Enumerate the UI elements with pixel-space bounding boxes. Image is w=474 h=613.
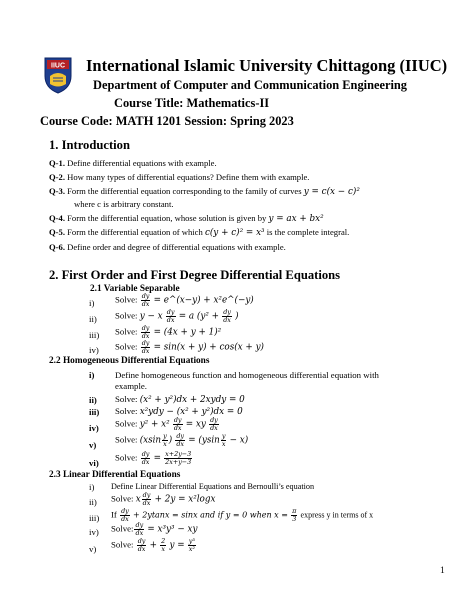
item-label: vi) <box>89 458 99 468</box>
subsection-homogeneous: 2.2 Homogeneous Differential Equations <box>49 356 210 366</box>
lin-item-iii <box>111 508 373 523</box>
fraction-dy-dx: $\frac{dy}{dx}$ <box>223 308 231 324</box>
equation: = sin(x + y) + cos(x + y) <box>153 342 264 353</box>
equation: y² + x² <box>139 419 170 430</box>
fraction-pi-3: $\frac{\pi}{3}$ <box>292 507 297 523</box>
fraction-y-x: $\frac{y}{x}$ <box>221 432 226 448</box>
item-label: iv) <box>89 345 99 355</box>
equation: = xy <box>185 419 206 430</box>
solve-label: Solve: <box>115 406 138 416</box>
lin-item-v: Solve: $\frac{dy}{dx}$ + $\frac{2}{x}$ y = $\frac{\text{y³}}{\text{x²}}$ <box>111 537 195 553</box>
equation: y − x <box>139 311 163 322</box>
question-text: Form the differential equation, whose solution is given by <box>67 213 267 223</box>
item-label: v) <box>89 544 97 554</box>
solve-label: Solve: <box>115 341 138 352</box>
fraction-dy-dx: $\frac{dy}{dx}$ <box>141 324 150 340</box>
item-label: iv) <box>89 527 99 537</box>
question-text: How many types of differential equations? Define them with example. <box>67 172 310 182</box>
solve-label: Solve: <box>115 310 138 321</box>
lin-item-ii: Solve: x $\frac{dy}{dx}$ + 2y = x²logx <box>111 491 216 507</box>
fraction-dy-dx: $\frac{dy}{dx}$ <box>135 521 144 537</box>
fraction-dy-dx: $\frac{dy}{dx}$ <box>166 308 175 324</box>
equation: + <box>149 540 157 551</box>
fraction-y3-x2: $\frac{\text{y³}}{\text{x²}}$ <box>188 537 195 553</box>
equation: x²ydy − (x² + y²)dx = 0 <box>139 407 243 417</box>
question-label: Q-1. <box>49 158 65 168</box>
question-5 <box>49 227 349 238</box>
solve-label: Solve: <box>115 452 138 463</box>
item-label: iii) <box>89 407 100 417</box>
solve-label: Solve: <box>115 394 138 404</box>
question-text: Define differential equations with example. <box>67 158 217 168</box>
item-label: ii) <box>89 395 97 405</box>
page-number: 1 <box>440 566 445 576</box>
fraction-dy-dx: $\frac{dy}{dx}$ <box>142 491 151 507</box>
svg-text:IIUC: IIUC <box>51 62 65 70</box>
equation: ) <box>235 311 239 322</box>
item-label: i) <box>89 482 95 492</box>
vs-item-iii <box>115 325 221 340</box>
subsection-variable-separable: 2.1 Variable Separable <box>90 284 180 294</box>
fraction-dy-dx: $\frac{dy}{dx}$ <box>121 507 129 523</box>
fraction-dy-dx: $\frac{dy}{dx}$ <box>210 416 218 432</box>
vs-item-ii <box>115 309 239 324</box>
hom-item-i-line2: example. <box>115 381 147 391</box>
equation: = (4x + y + 1)² <box>153 327 222 338</box>
solve-label: Solve: <box>111 523 134 534</box>
vs-item-i <box>115 293 254 308</box>
section-introduction-title: 1. Introduction <box>49 138 130 152</box>
fraction-dy-dx: $\frac{dy}{dx}$ <box>173 416 182 432</box>
if-label: If <box>111 509 117 520</box>
equation: − x) <box>229 435 249 446</box>
solve-label: Solve: <box>111 493 134 504</box>
solve-label: Solve: <box>115 326 138 337</box>
solve-label: Solve: <box>115 294 138 305</box>
question-text-tail: is the complete integral. <box>266 227 350 237</box>
item-label: iii) <box>89 513 100 523</box>
question-label: Q-3. <box>49 186 65 196</box>
hom-item-ii <box>115 394 245 405</box>
item-label: i) <box>89 370 95 380</box>
question-6 <box>49 242 286 252</box>
equation: ) <box>168 435 173 446</box>
equation: = a (y² + <box>178 311 220 322</box>
fraction-dy-dx: $\frac{dy}{dx}$ <box>137 537 146 553</box>
subsection-linear: 2.3 Linear Differential Equations <box>49 470 181 480</box>
fraction-dy-dx: $\frac{dy}{dx}$ <box>176 432 185 448</box>
item-label: i) <box>89 298 95 308</box>
solve-label: Solve: <box>115 434 138 445</box>
question-label: Q-2. <box>49 172 65 182</box>
equation: (x² + y²)dx + 2xydy = 0 <box>139 395 245 405</box>
question-3-continued: where c is arbitrary constant. <box>74 199 174 209</box>
question-math: c(y + c)² = x³ <box>204 228 265 238</box>
equation: = x³y³ − xy <box>147 524 198 535</box>
course-code-session: Course Code: MATH 1201 Session: Spring 2023 <box>40 114 294 128</box>
equation: = e^(x−y) + x²e^(−y) <box>153 295 254 306</box>
solve-label: Solve: <box>111 539 134 550</box>
equation: + 2y = x²logx <box>154 494 216 505</box>
equation: + 2ytanx = sinx and if y = 0 when x = <box>132 510 288 520</box>
question-label: Q-4. <box>49 213 65 223</box>
hom-item-i-line1: Define homogeneous function and homogeneous differential equation with <box>115 370 379 380</box>
section-first-order-title: 2. First Order and First Degree Differential Equations <box>49 268 341 282</box>
question-math: y = c(x − c)² <box>303 187 360 197</box>
hom-item-v <box>115 433 248 448</box>
question-text: Define order and degree of differential equations with example. <box>67 242 286 252</box>
question-label: Q-5. <box>49 227 65 237</box>
fraction-dy-dx: $\frac{dy}{dx}$ <box>141 339 150 355</box>
vs-item-iv <box>115 340 264 355</box>
question-label: Q-6. <box>49 242 65 252</box>
fraction-y-x: $\frac{y}{x}$ <box>163 432 167 448</box>
question-2 <box>49 172 309 182</box>
course-title: Course Title: Mathematics-II <box>114 96 270 110</box>
question-3 <box>49 186 360 197</box>
equation: = (ysin <box>188 435 220 446</box>
question-math: y = ax + bx² <box>268 214 324 224</box>
hom-item-vi: Solve: $\frac{dy}{dx}$ = $\frac{x+2y-3}{2x+y-3}$ <box>115 450 192 466</box>
equation: (xsin <box>139 435 162 446</box>
item-label: iv) <box>89 423 99 433</box>
question-text: Form the differential equation corresponding to the family of curves <box>67 186 302 196</box>
solve-label: Solve: <box>115 418 138 429</box>
question-4 <box>49 213 324 224</box>
item-label: ii) <box>89 314 97 324</box>
item-label: v) <box>89 440 97 450</box>
item-label: ii) <box>89 497 97 507</box>
fraction-rhs: $\frac{x+2y-3}{2x+y-3}$ <box>165 450 192 466</box>
question-1 <box>49 158 217 168</box>
hom-item-iv <box>115 417 220 432</box>
equation-tail: express y in terms of x <box>300 510 374 520</box>
item-label: iii) <box>89 330 100 340</box>
lin-item-iv <box>111 522 197 537</box>
question-text: Form the differential equation of which <box>67 227 203 237</box>
fraction-dy-dx: $\frac{dy}{dx}$ <box>141 292 150 308</box>
fraction-2-x: $\frac{2}{x}$ <box>161 537 166 553</box>
fraction-dy-dx: $\frac{dy}{dx}$ <box>141 450 150 466</box>
lin-item-i: Define Linear Differential Equations and Bernoulli’s equation <box>111 482 315 491</box>
university-title: International Islamic University Chittagong (IIUC) <box>86 56 448 75</box>
department-name: Department of Computer and Communication Engineering <box>93 78 408 92</box>
university-crest-icon <box>43 56 73 94</box>
